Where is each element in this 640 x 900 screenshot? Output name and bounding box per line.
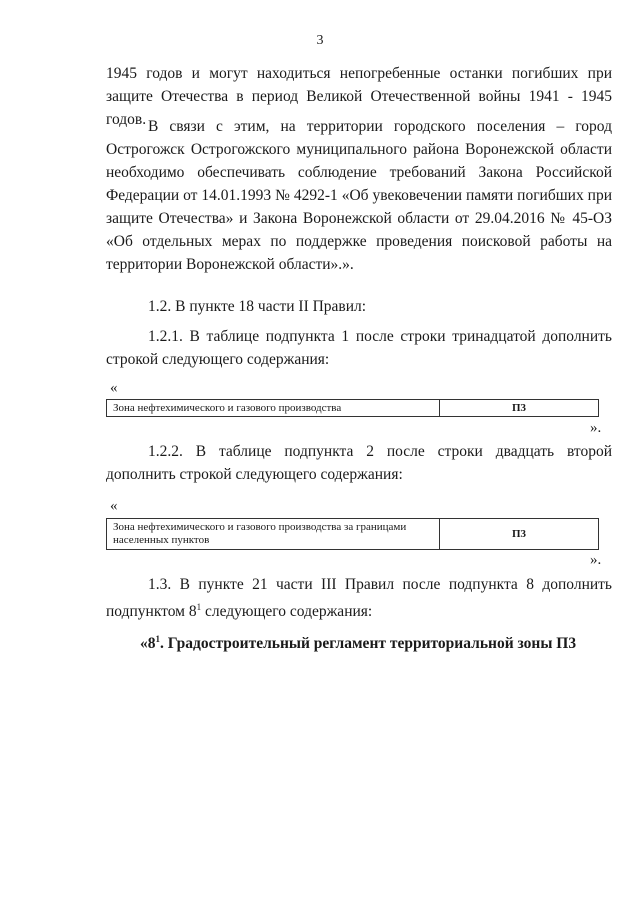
zone-code-cell: П3 — [440, 519, 599, 550]
zone-table-2 — [106, 518, 599, 550]
item-1-3-text-end: следующего содержания: — [201, 603, 373, 620]
quote-close-2: ». — [590, 552, 602, 568]
zone-name-cell: Зона нефтехимического и газового производства за границами населенных пунктов — [107, 519, 440, 550]
heading-superscript: 1 — [155, 634, 160, 644]
item-1-2: 1.2. В пункте 18 части II Правил: — [148, 298, 367, 315]
quote-open-1: « — [110, 380, 118, 396]
heading-number: «8 — [140, 635, 156, 652]
zone-name-cell: Зона нефтехимического и газового производства — [107, 400, 440, 417]
item-1-2-1: 1.2.1. В таблице подпункта 1 после строки тринадцатой дополнить строкой следующего содержания: — [106, 328, 612, 368]
section-heading — [140, 628, 576, 655]
item-1-3-superscript: 1 — [196, 602, 202, 612]
zone-code-cell: П3 — [440, 400, 599, 417]
quote-open-2: « — [110, 498, 118, 514]
item-1-3-text: 1.3. В пункте 21 части III Правил после подпункта 8 дополнить подпунктом 8 — [106, 576, 612, 620]
paragraph-continuation: 1945 годов и могут находиться непогребенные останки погибших при защите Отечества в период Великой Отечественной войны 1941 - 1945 годов. — [106, 65, 612, 128]
heading-title: . Градостроительный регламент территориальной зоны П3 — [160, 635, 577, 652]
table-row — [107, 400, 599, 417]
page-number: 3 — [316, 33, 324, 48]
item-1-3 — [106, 573, 612, 623]
item-1-2-2: 1.2.2. В таблице подпункта 2 после строки двадцать второй дополнить строкой следующего содержания: — [106, 443, 612, 483]
table-row — [107, 519, 599, 550]
zone-table-1 — [106, 399, 599, 417]
paragraph-requirements: В связи с этим, на территории городского поселения – город Острогожск Острогожского муниципального района Воронежской области необходимо обеспечивать соблюдение требований Закона Российской Федерации от 14.01.1993 № 4292-1 «Об увековечении памяти погибших при защите Отечества» и Закона Воронежской области от 29.04.2016 № 45-ОЗ «Об отдельных мерах по поддержке проведения поисковой работы на территории Воронежской области».». — [106, 118, 612, 273]
quote-close-1: ». — [590, 420, 602, 436]
